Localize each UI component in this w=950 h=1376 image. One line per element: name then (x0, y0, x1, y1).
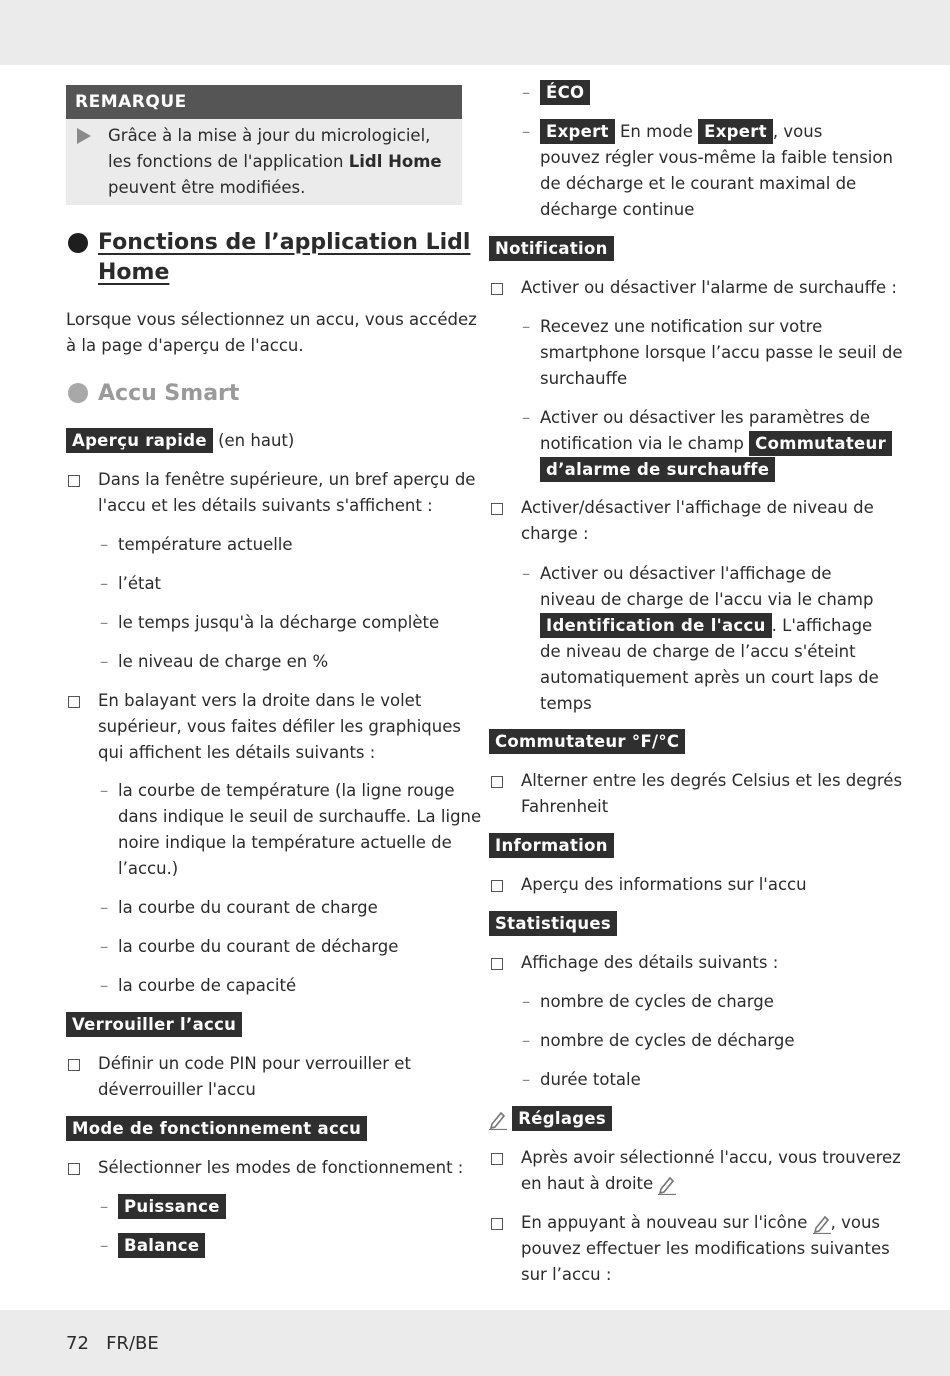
list-item: Définir un code PIN pour verrouiller et déverrouiller l'accu (98, 1054, 411, 1099)
statistiques-heading: Statistiques (489, 911, 617, 937)
dash-icon: – (100, 613, 109, 632)
list-item: Après avoir sélectionné l'accu, vous trouverez en haut à droite (521, 1148, 901, 1193)
information-heading: Information (489, 833, 614, 859)
notification-heading: Notification (489, 236, 614, 262)
sub-list-item: Recevez une notification sur votre smartphone lorsque l’accu passe le seuil de surchauffe (540, 317, 903, 388)
commutateur-heading: Commutateur °F/°C (489, 729, 685, 755)
subsection-title: Accu Smart (98, 381, 240, 406)
sub-list-item: le temps jusqu'à la décharge complète (118, 613, 440, 632)
sub-list-item: nombre de cycles de décharge (540, 1031, 795, 1050)
list-item: Activer ou désactiver l'alarme de surchauffe : (521, 278, 897, 297)
dash-icon: – (522, 408, 531, 427)
checkbox-icon (491, 1218, 503, 1230)
checkbox-icon (68, 1059, 80, 1071)
apercu-heading: Aperçu rapide (en haut) (66, 428, 294, 454)
sub-list-item: la courbe de capacité (118, 976, 297, 995)
checkbox-icon (491, 503, 503, 515)
sub-list-item: l’état (118, 574, 162, 593)
list-item: En appuyant à nouveau sur l'icône , vous pouvez effectuer les modifications suivantes sur l’accu : (521, 1213, 890, 1284)
section-title: Fonctions de l’application Lidl Home (98, 230, 471, 285)
grey-bullet-icon (68, 383, 88, 403)
top-band (0, 0, 950, 65)
sub-list-item: la courbe de température (la ligne rouge dans indique le seuil de surchauffe. La ligne noire indique la température actuelle de l’accu.) (118, 781, 482, 878)
dash-icon: – (522, 1031, 531, 1050)
sub-list-item: Activer ou désactiver les paramètres de notification via le champ Commutateur d’alarme de surchauffe (540, 405, 892, 483)
pencil-icon (489, 1110, 507, 1130)
mode-option: Balance (118, 1233, 205, 1259)
dash-icon: – (100, 652, 109, 671)
list-item: Alterner entre les degrés Celsius et les degrés Fahrenheit (521, 771, 903, 816)
dash-icon: – (100, 1197, 109, 1216)
checkbox-icon (491, 283, 503, 295)
dash-icon: – (522, 1070, 531, 1089)
dash-icon: – (522, 317, 531, 336)
checkbox-icon (491, 1153, 503, 1165)
sub-list-item: Activer ou désactiver l'affichage de niveau de charge de l'accu via le champ Identification de l'accu . L'affichage de niveau de charge de l’accu s'éteint automatiquement après un court laps de temps (540, 564, 879, 713)
checkbox-icon (68, 1163, 80, 1175)
dash-icon: – (100, 976, 109, 995)
dash-icon: – (522, 122, 531, 141)
sub-list-item: la courbe du courant de décharge (118, 937, 399, 956)
dash-icon: – (100, 535, 109, 554)
mode-option: ÉCO (540, 80, 590, 106)
sub-list-item: le niveau de charge en % (118, 652, 329, 671)
mode-option-expert: Expert En mode Expert , vous pouvez régler vous-même la faible tension de décharge et le courant maximal de décharge continue (540, 119, 893, 223)
pencil-icon (813, 1214, 831, 1234)
sub-list-item: durée totale (540, 1070, 641, 1089)
dash-icon: – (100, 781, 109, 800)
locale-label: FR/BE (106, 1333, 159, 1354)
filled-bullet-icon (68, 233, 88, 253)
section-intro: Lorsque vous sélectionnez un accu, vous accédez à la page d'aperçu de l'accu. (66, 310, 477, 355)
checkbox-icon (491, 958, 503, 970)
dash-icon: – (522, 83, 531, 102)
triangle-icon (77, 128, 91, 144)
page-number: 72 (66, 1333, 89, 1354)
sub-list-item: la courbe du courant de charge (118, 898, 378, 917)
reglages-heading: Réglages (489, 1106, 612, 1132)
sub-list-item: nombre de cycles de charge (540, 992, 774, 1011)
dash-icon: – (100, 937, 109, 956)
dash-icon: – (522, 564, 531, 583)
mode-option: Puissance (118, 1194, 226, 1220)
dash-icon: – (100, 898, 109, 917)
note-title: REMARQUE (66, 85, 462, 119)
checkbox-icon (68, 696, 80, 708)
mode-heading: Mode de fonctionnement accu (66, 1116, 367, 1142)
page-footer (66, 1331, 159, 1357)
verrouiller-heading: Verrouiller l’accu (66, 1012, 242, 1038)
pencil-icon (658, 1175, 676, 1195)
note-text: Grâce à la mise à jour du micrologiciel, les fonctions de l'application Lidl Home peuvent être modifiées. (108, 126, 442, 197)
list-item: Aperçu des informations sur l'accu (521, 875, 807, 894)
checkbox-icon (491, 880, 503, 892)
checkbox-icon (491, 776, 503, 788)
dash-icon: – (100, 1236, 109, 1255)
list-item: Dans la fenêtre supérieure, un bref aperçu de l'accu et les détails suivants s'affichent : (98, 470, 476, 515)
list-item: Sélectionner les modes de fonctionnement : (98, 1158, 464, 1177)
list-item: Activer/désactiver l'affichage de niveau de charge : (521, 498, 874, 543)
dash-icon: – (522, 992, 531, 1011)
list-item: Affichage des détails suivants : (521, 953, 779, 972)
sub-list-item: température actuelle (118, 535, 293, 554)
checkbox-icon (68, 475, 80, 487)
dash-icon: – (100, 574, 109, 593)
list-item: En balayant vers la droite dans le volet supérieur, vous faites défiler les graphiques qui affichent les détails suivants : (98, 691, 461, 762)
note-box (66, 85, 462, 205)
